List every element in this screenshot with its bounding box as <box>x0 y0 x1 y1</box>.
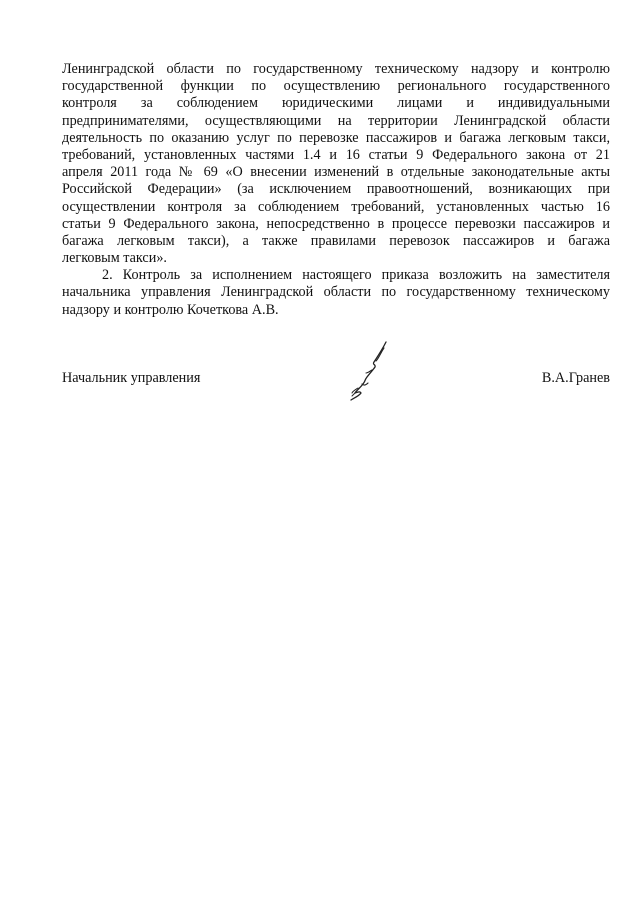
handwritten-signature <box>346 340 394 402</box>
paragraph-1-line: предпринимателями, осуществляющими на территории Ленинградской области <box>62 112 610 129</box>
paragraph-2-line: 2. Контроль за исполнением настоящего приказа возложить на заместителя <box>102 267 610 284</box>
paragraph-1-line: контроля за соблюдением юридическими лицами и индивидуальными <box>62 95 610 112</box>
paragraph-1-line: деятельность по оказанию услуг по перевозке пассажиров и багажа легковым такси, <box>62 129 610 146</box>
paragraph-2-line: надзору и контролю Кочеткова А.В. <box>62 301 279 318</box>
paragraph-1-line: статьи 9 Федерального закона, непосредственно в процессе перевозки пассажиров и <box>62 215 610 232</box>
paragraph-1-line: требований, установленных частями 1.4 и 16 статьи 9 Федерального закона от 21 <box>62 146 610 163</box>
signatory-name: В.А.Гранев <box>541 370 610 386</box>
paragraph-1-line: государственной функции по осуществлению регионального государственного <box>62 78 610 95</box>
paragraph-1-line: Российской Федерации» (за исключением правоотношений, возникающих при <box>62 181 610 198</box>
paragraph-1-line: легковым такси». <box>62 250 167 267</box>
paragraph-1-line: Ленинградской области по государственному техническому надзору и контролю <box>62 61 610 77</box>
paragraph-1-line: апреля 2011 года № 69 «О внесении изменений в отдельные законодательные акты <box>62 164 610 181</box>
paragraph-2-line: начальника управления Ленинградской области по государственному техническому <box>62 284 610 301</box>
signatory-title: Начальник управления <box>62 370 201 386</box>
signature-block <box>62 340 610 410</box>
paragraph-1-line: осуществлении контроля за соблюдением требований, установленных частью 16 <box>62 198 610 215</box>
paragraph-1-line: багажа легковым такси), а также правилами перевозок пассажиров и багажа <box>62 232 610 249</box>
document-body <box>62 61 610 319</box>
